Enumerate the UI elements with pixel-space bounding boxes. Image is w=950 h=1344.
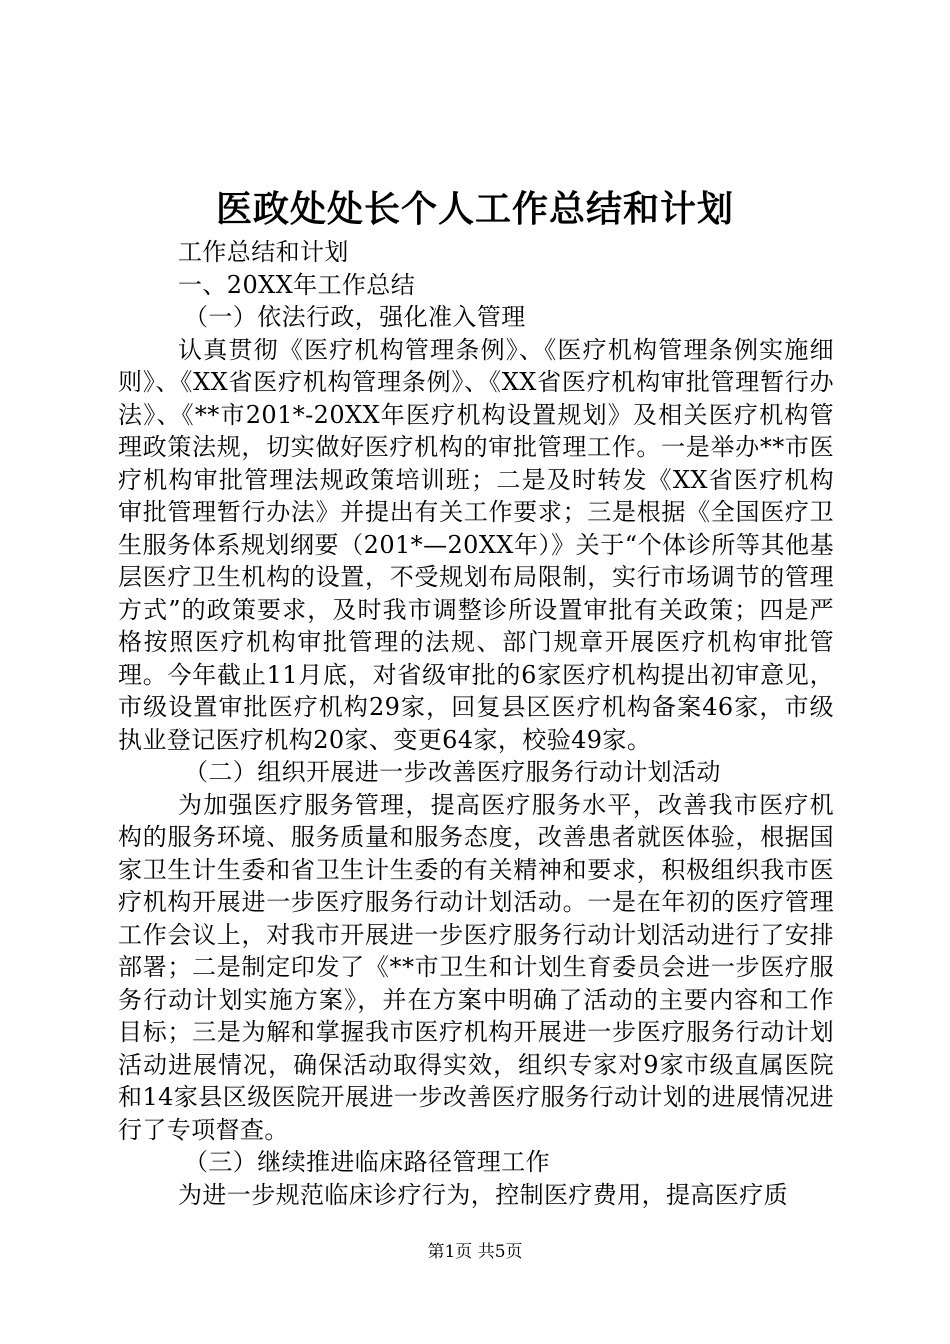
paragraph-3: 为进一步规范临床诊疗行为，控制医疗费用，提高医疗质 [178,1180,788,1209]
paragraph-1: 认真贯彻《医疗机构管理条例》、《医疗机构管理条例实施细则》、《XX省医疗机构管理条例》、《XX省医疗机构审批管理暂行办法》、《**市201*-20XX年医疗机构设置规划》及相关医疗机构管理政策法规，切实做好医疗机构的审批管理工作。一是举办**市医疗机构审批管理法规政策培训班；二是及时转发《XX省医疗机构审批管理暂行办法》并提出有关工作要求；三是根据《全国医疗卫生服务体系规划纲要（201*—20XX年）》关于“个体诊所等其他基层医疗卫生机构的设置，不受规划布局限制，实行市场调节的管理方式”的政策要求，及时我市调整诊所设置审批有关政策；四是严格按照医疗机构审批管理的法规、部门规章开展医疗机构审批管理。今年截止11月底，对省级审批的6家医疗机构提出初审意见，市级设置审批医疗机构29家，回复县区医疗机构备案46家，市级执业登记医疗机构20家、变更64家，校验49家。 [118,335,834,754]
subsection-heading-2: （二）组织开展进一步改善医疗服务行动计划活动 [184,758,721,786]
page-footer: 第1页 共5页 [427,1242,523,1262]
section-heading-1: 一、20XX年工作总结 [178,270,416,299]
document-body [118,236,834,1211]
subsection-heading-1: （一）依法行政，强化准入管理 [184,303,526,331]
subsection-heading-3: （三）继续推进临床路径管理工作 [184,1148,550,1176]
paragraph-2: 为加强医疗服务管理，提高医疗服务水平，改善我市医疗机构的服务环境、服务质量和服务态度，改善患者就医体验，根据国家卫生计生委和省卫生计生委的有关精神和要求，积极组织我市医疗机构开展进一步医疗服务行动计划活动。一是在年初的医疗管理工作会议上，对我市开展进一步医疗服务行动计划活动进行了安排部署；二是制定印发了《**市卫生和计划生育委员会进一步医疗服务行动计划实施方案》，并在方案中明确了活动的主要内容和工作目标；三是为解和掌握我市医疗机构开展进一步医疗服务行动计划活动进展情况，确保活动取得实效，组织专家对9家市级直属医院和14家县区级医院开展进一步改善医疗服务行动计划的进展情况进行了专项督查。 [118,790,834,1144]
document-title: 医政处处长个人工作总结和计划 [215,188,734,230]
subtitle-line: 工作总结和计划 [178,238,349,266]
